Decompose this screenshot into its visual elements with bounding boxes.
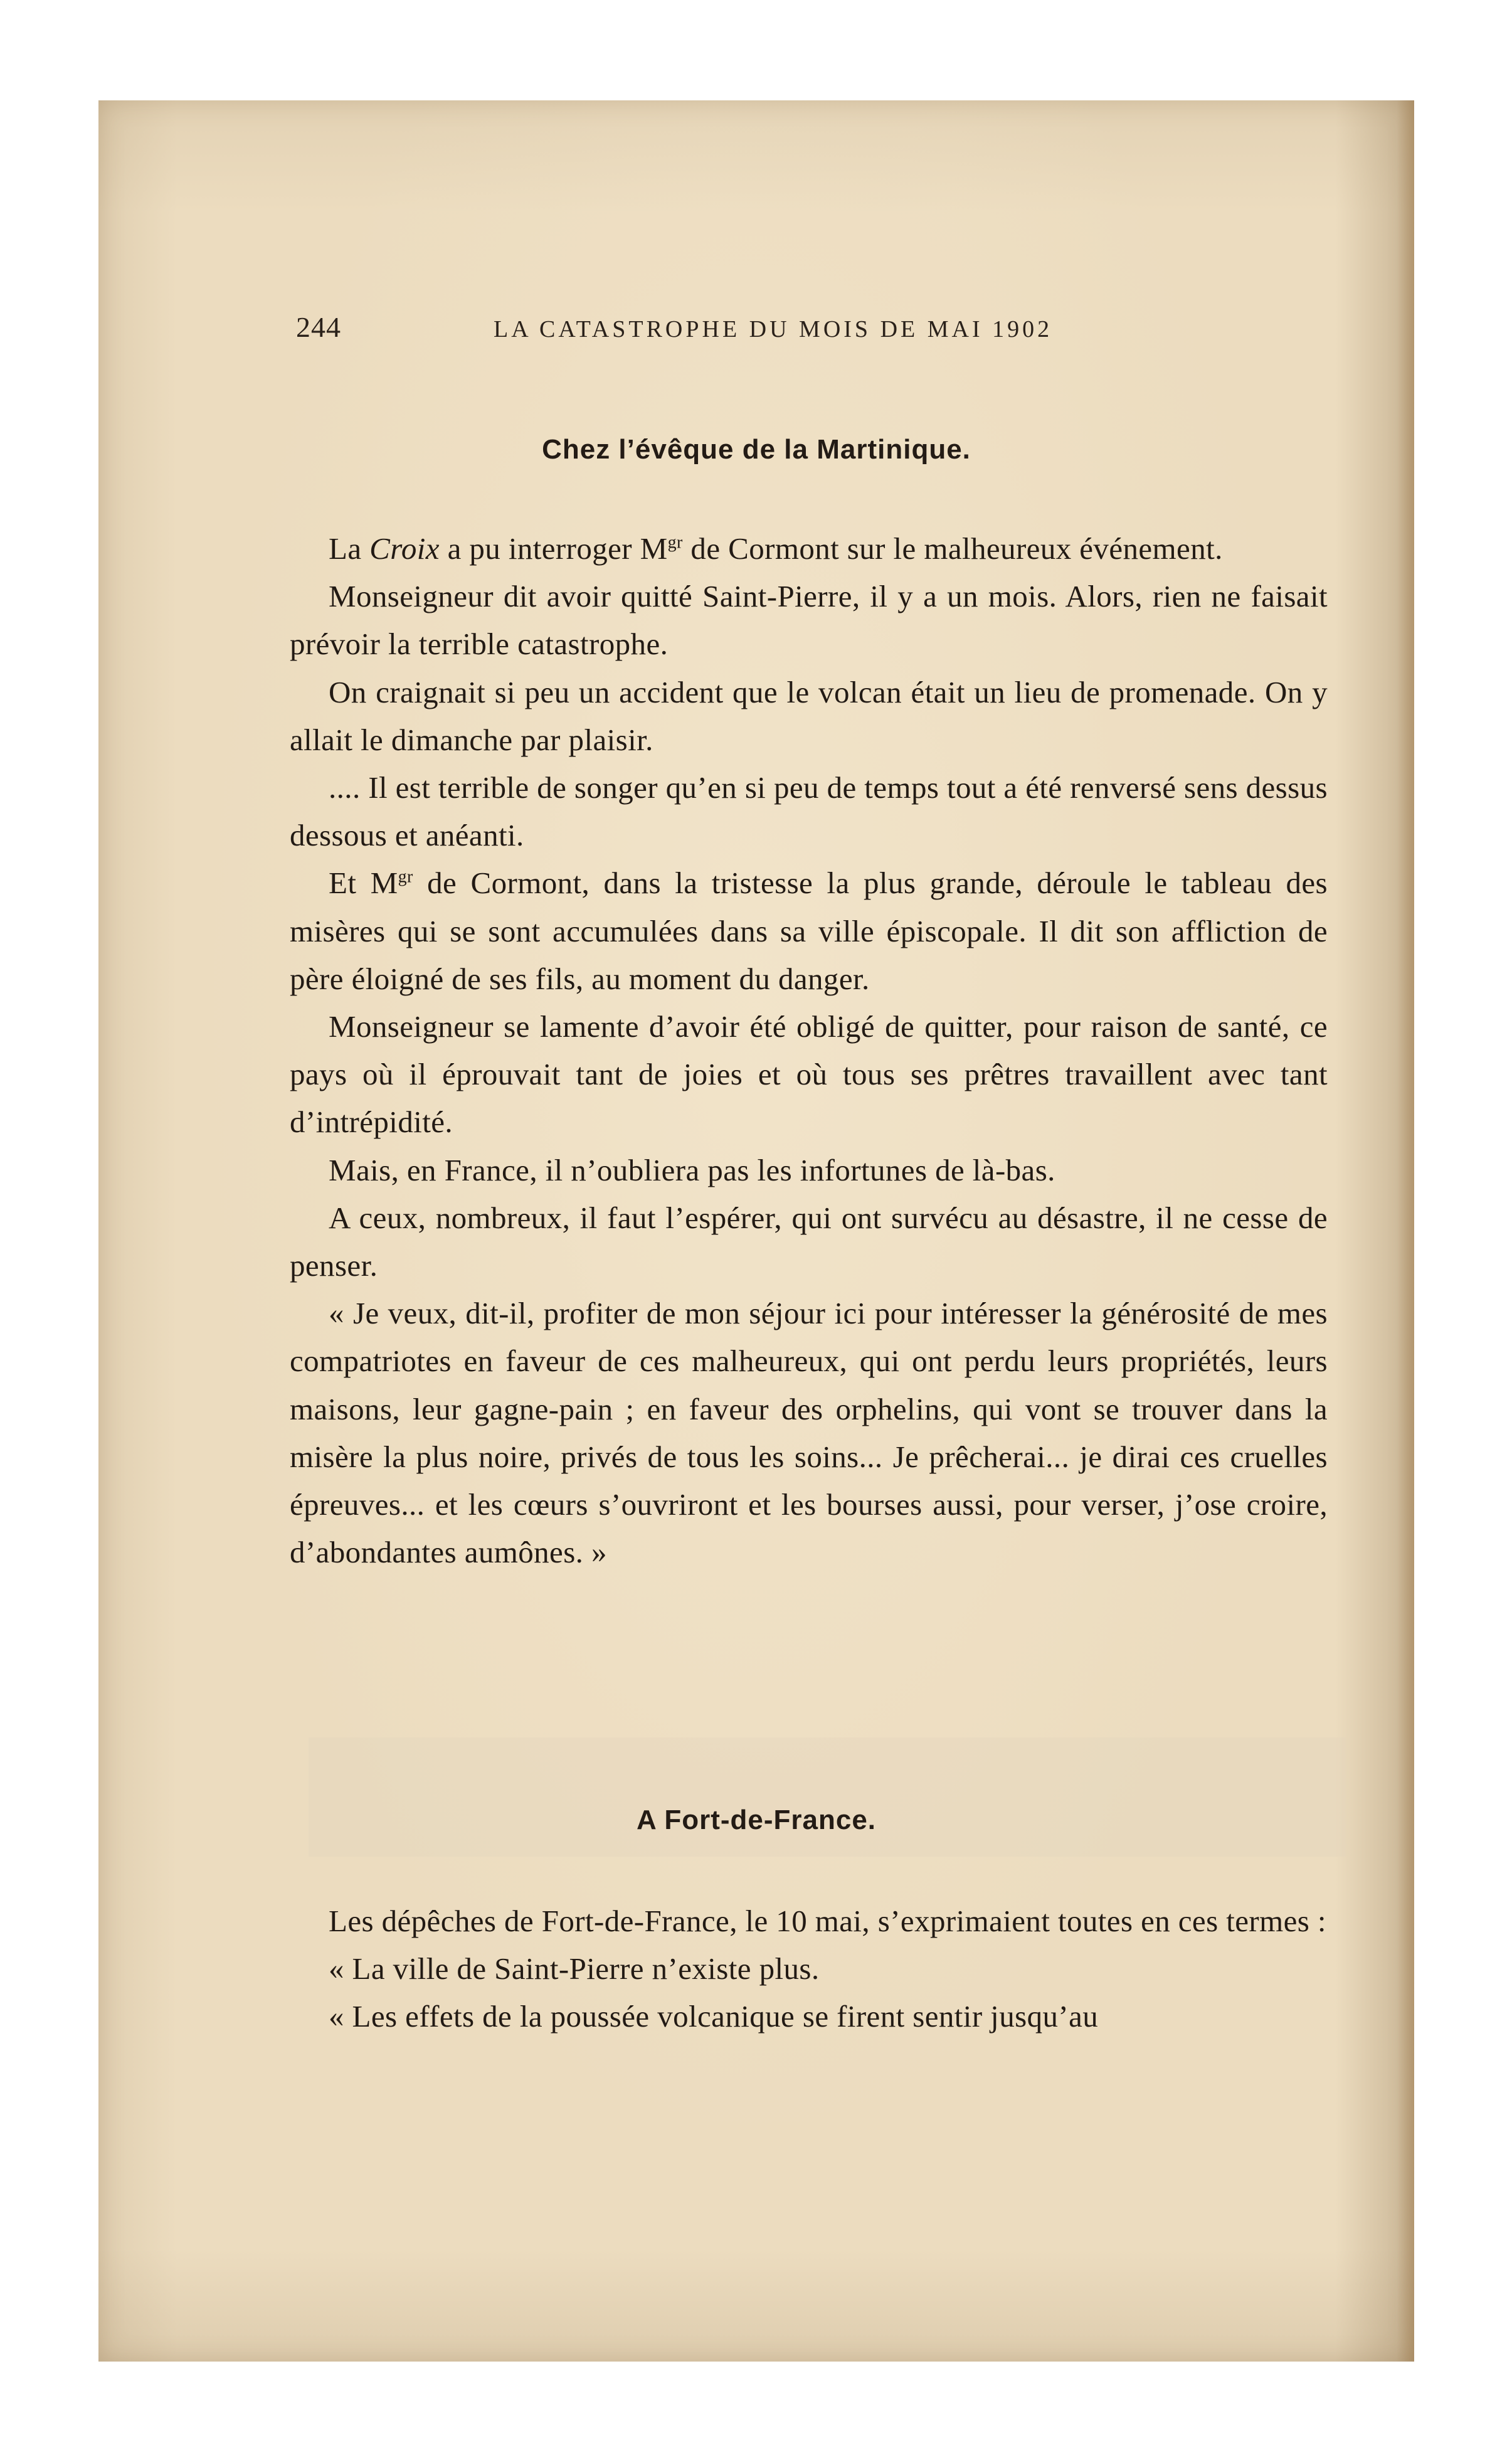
paragraph: Et $M^{gr}$ de Cormont, dans la tristesse la plus grande, déroule le tableau des misères qui se sont accumulées dans sa ville épiscopale. Il dit son affliction de père éloigné de ses fils, au moment du danger. bbox=[290, 866, 1328, 996]
paragraph: Mais, en France, il n’oubliera pas les infortunes de là-bas. bbox=[329, 1152, 1055, 1187]
paragraph: On craignait si peu un accident que le volcan était un lieu de promenade. On y allait le dimanche par plaisir. bbox=[290, 674, 1328, 757]
book-page bbox=[98, 100, 1414, 2362]
paragraph: « Je veux, dit-il, profiter de mon séjour ici pour intéresser la générosité de mes compatriotes en faveur de ces malheureux, qui ont perdu leurs propriétés, leurs maisons, leur gagne-pain ; en faveur des orphelins, qui vont se trouver dans la misère la plus noire, privés de tous les soins... Je prêcherai... je dirai ces cruelles épreuves... et les cœurs s’ouvriront et les bourses aussi, pour verser, j’ose croire, d’abondantes aumônes. » bbox=[290, 1296, 1328, 1570]
page-number: 244 bbox=[296, 311, 341, 343]
paragraph: « La ville de Saint-Pierre n’existe plus. bbox=[329, 1951, 820, 1986]
page-header bbox=[296, 310, 1237, 354]
newspaper-title: Croix bbox=[369, 531, 440, 566]
section-title-fort-de-france: A Fort-de-France. bbox=[636, 1805, 877, 1835]
paragraph: A ceux, nombreux, il faut l’espérer, qui ont survécu au désastre, il ne cesse de penser. bbox=[290, 1200, 1328, 1283]
paragraph: .... Il est terrible de songer qu’en si peu de temps tout a été renversé sens dessus dessous et anéanti. bbox=[290, 770, 1328, 853]
paragraph: Monseigneur dit avoir quitté Saint-Pierre, il y a un mois. Alors, rien ne faisait prévoir la terrible catastrophe. bbox=[290, 579, 1328, 662]
running-head: LA CATASTROPHE DU MOIS DE MAI 1902 bbox=[494, 316, 1053, 342]
section-title-eveque: Chez l’évêque de la Martinique. bbox=[542, 434, 971, 465]
section-body-eveque bbox=[290, 525, 1328, 1576]
paragraph: La Croix a pu interroger $M^{gr}$ de Cormont sur le malheureux événement. bbox=[329, 531, 1223, 566]
paragraph: Les dépêches de Fort-de-France, le 10 mai, s’exprimaient toutes en ces termes : bbox=[329, 1904, 1326, 1938]
show-through-block bbox=[309, 1737, 1346, 1857]
paragraph: « Les effets de la poussée volcanique se firent sentir jusqu’au bbox=[329, 1999, 1099, 2034]
paragraph: Monseigneur se lamente d’avoir été obligé de quitter, pour raison de santé, ce pays où il éprouvait tant de joies et où tous ses prêtres travaillent avec tant d’intrépidité. bbox=[290, 1009, 1328, 1140]
section-body-fort-de-france bbox=[290, 1897, 1328, 2041]
